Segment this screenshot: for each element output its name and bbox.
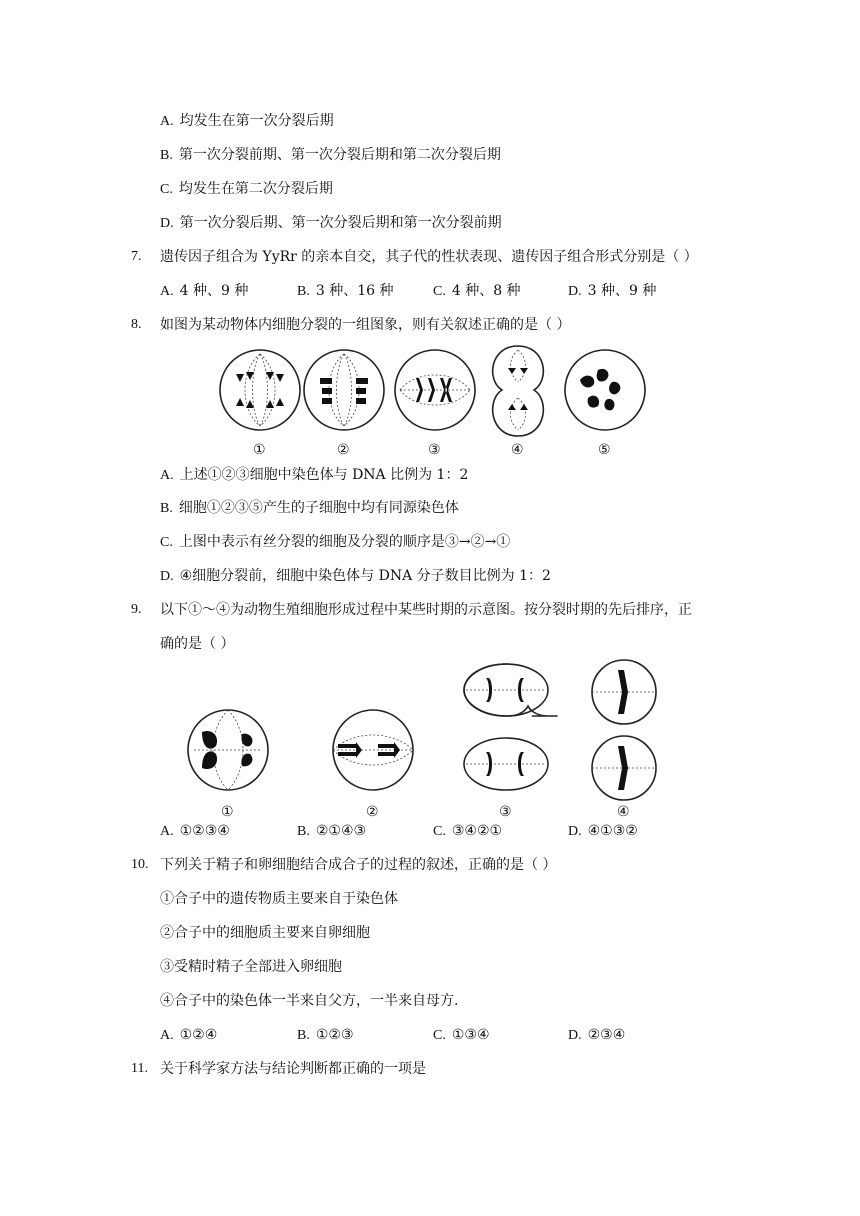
q6-option-a: A. 均发生在第一次分裂后期 xyxy=(160,113,334,129)
q8-label-2: ② xyxy=(337,442,350,458)
q10-statement-1: ①合子中的遗传物质主要来自于染色体 xyxy=(160,891,398,907)
q9-number: 9. xyxy=(131,602,142,617)
q10-option-d: D. ②③④ xyxy=(568,1027,626,1043)
q9-options xyxy=(160,821,760,841)
q6-option-d: D. 第一次分裂后期、第一次分裂后期和第一次分裂前期 xyxy=(160,215,502,231)
q8-label-5: ⑤ xyxy=(598,442,611,458)
q10-statement-2: ②合子中的细胞质主要来自卵细胞 xyxy=(160,925,370,941)
q9-cell-1 xyxy=(188,710,268,790)
q7-option-b: B. 3 种、16 种 xyxy=(297,283,394,299)
q8-option-a: A. 上述①②③细胞中染色体与 DNA 比例为 1：2 xyxy=(160,467,469,483)
q11-stem: 关于科学家方法与结论判断都正确的一项是 xyxy=(160,1061,426,1077)
q9-label-4: ④ xyxy=(617,804,630,820)
q8-option-b: B. 细胞①②③⑤产生的子细胞中均有同源染色体 xyxy=(160,500,459,516)
q7-number: 7. xyxy=(131,249,142,264)
q8-cell-1 xyxy=(220,350,300,430)
q9-cell-2 xyxy=(333,710,413,790)
q8-cell-division-figure xyxy=(210,340,650,460)
q9-stem-line2: 确的是（ ） xyxy=(160,636,235,652)
q8-option-d: D. ④细胞分裂前，细胞中染色体与 DNA 分子数目比例为 1：2 xyxy=(160,568,551,584)
q8-cell-4 xyxy=(493,346,544,436)
q10-options xyxy=(160,1025,760,1045)
q9-cell-4 xyxy=(592,660,656,800)
q8-label-1: ① xyxy=(253,442,266,458)
q10-statement-4: ④合子中的染色体一半来自父方，一半来自母方. xyxy=(160,993,459,1009)
q9-cell-3 xyxy=(464,664,557,790)
q9-label-1: ① xyxy=(221,804,234,820)
q9-label-2: ② xyxy=(366,804,379,820)
q6-option-c: C. 均发生在第二次分裂后期 xyxy=(160,181,333,197)
q8-cell-2 xyxy=(304,350,384,430)
q11-number: 11. xyxy=(131,1061,148,1076)
q8-option-c: C. 上图中表示有丝分裂的细胞及分裂的顺序是③→②→① xyxy=(160,534,511,550)
q6-option-b: B. 第一次分裂前期、第一次分裂后期和第二次分裂后期 xyxy=(160,147,501,163)
q10-stem: 下列关于精子和卵细胞结合成合子的过程的叙述，正确的是（ ） xyxy=(160,857,557,873)
q9-label-3: ③ xyxy=(499,804,512,820)
q9-meiosis-figure xyxy=(190,660,680,820)
q8-label-3: ③ xyxy=(428,442,441,458)
q8-stem: 如图为某动物体内细胞分裂的一组图象，则有关叙述正确的是（ ） xyxy=(160,317,571,333)
q7-option-a: A. 4 种、9 种 xyxy=(160,283,249,299)
q10-option-a: A. ①②④ xyxy=(160,1027,218,1043)
q8-label-4: ④ xyxy=(511,442,524,458)
q9-option-d: D. ④①③② xyxy=(568,823,638,839)
q9-option-a: A. ①②③④ xyxy=(160,823,230,839)
q8-number: 8. xyxy=(131,317,142,332)
q8-cell-5 xyxy=(565,350,645,430)
q8-cell-3 xyxy=(395,350,475,430)
q7-options xyxy=(160,281,760,301)
q7-option-d: D. 3 种、9 种 xyxy=(568,283,657,299)
q7-stem: 遗传因子组合为 YyRr 的亲本自交，其子代的性状表现、遗传因子组合形式分别是（ ） xyxy=(160,249,698,265)
q9-option-b: B. ②①④③ xyxy=(297,823,367,839)
q7-option-c: C. 4 种、8 种 xyxy=(433,283,521,299)
q9-stem-line1: 以下①～④为动物生殖细胞形成过程中某些时期的示意图。按分裂时期的先后排序，正 xyxy=(160,602,692,618)
q10-option-b: B. ①②③ xyxy=(297,1027,354,1043)
q10-number: 10. xyxy=(131,857,149,872)
q9-option-c: C. ③④②① xyxy=(433,823,503,839)
q10-option-c: C. ①③④ xyxy=(433,1027,490,1043)
q10-statement-3: ③受精时精子全部进入卵细胞 xyxy=(160,959,342,975)
